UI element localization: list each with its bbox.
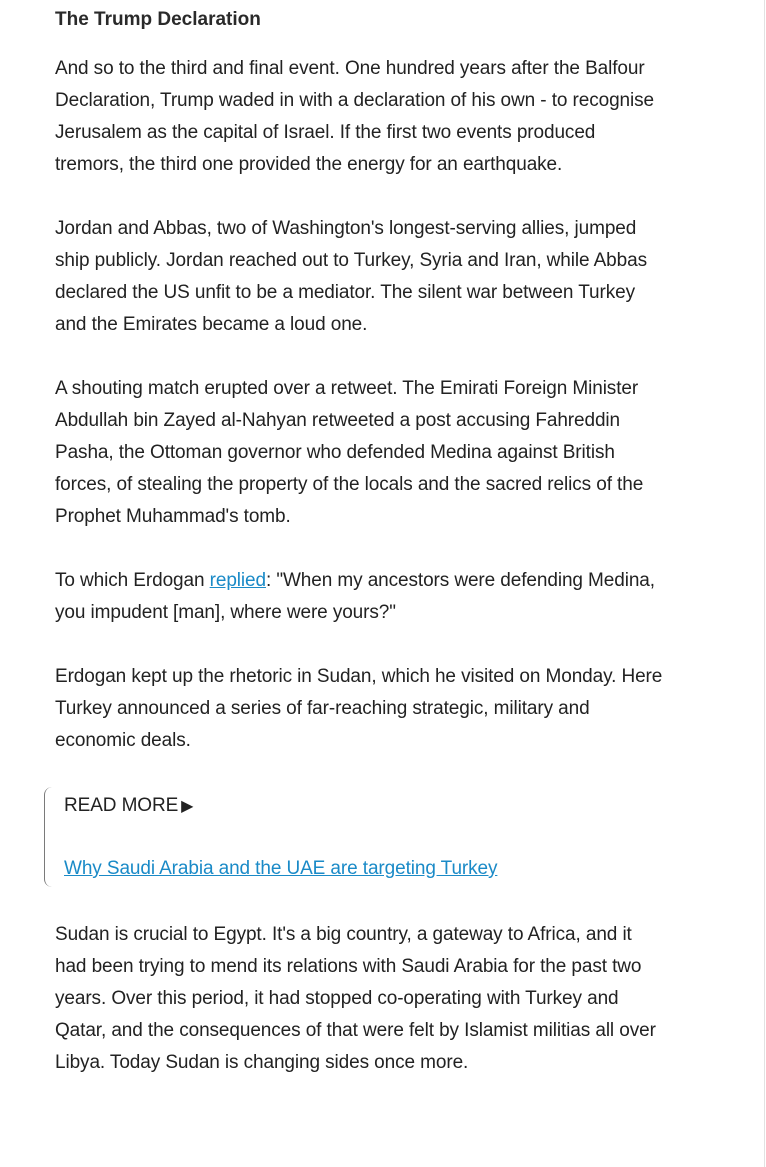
play-arrow-icon: ▶ xyxy=(181,798,194,815)
paragraph-sudan-visit: Erdogan kept up the rhetoric in Sudan, which he visited on Monday. Here Turkey announced a series of far-reaching strategic, military and economic deals. xyxy=(55,666,663,751)
replied-link[interactable]: replied xyxy=(209,570,266,591)
paragraph-balfour: And so to the third and final event. One hundred years after the Balfour Declaration, Trump waded in with a declaration of his own - to recognise Jerusalem as the capital of Israel. If the first two events produced tremors, the third one provided the energy for an earthquake. xyxy=(55,58,655,175)
paragraph-retweet: A shouting match erupted over a retweet. The Emirati Foreign Minister Abdullah bin Zayed al-Nahyan retweeted a post accusing Fahreddin Pasha, the Ottoman governor who defended Medina against British forces, of stealing the property of the locals and the sacred relics of the Prophet Muhammad's tomb. xyxy=(55,378,644,527)
read-more-label-row xyxy=(64,790,665,823)
read-more-label: READ MORE xyxy=(64,795,179,816)
paragraph-sudan-egypt: Sudan is crucial to Egypt. It's a big country, a gateway to Africa, and it had been trying to mend its relations with Saudi Arabia for the past two years. Over this period, it had stopped co-operating with Turkey and Qatar, and the consequences of that were felt by Islamist militias all over Libya. Today Sudan is changing sides once more. xyxy=(55,924,656,1073)
paragraph-erdogan-reply xyxy=(55,565,665,629)
paragraph-text: : "When my ancestors were defending Medina, you impudent [man], where were yours?" xyxy=(55,570,655,623)
page-edge-divider xyxy=(764,0,765,1167)
read-more-box xyxy=(44,787,665,887)
article-body xyxy=(55,6,665,1111)
related-article-link[interactable]: Why Saudi Arabia and the UAE are targeting Turkey xyxy=(64,858,498,879)
section-heading: The Trump Declaration xyxy=(55,9,261,30)
read-more-link-row xyxy=(64,853,665,885)
paragraph-text: To which Erdogan xyxy=(55,570,210,591)
paragraph-jordan-abbas: Jordan and Abbas, two of Washington's longest-serving allies, jumped ship publicly. Jordan reached out to Turkey, Syria and Iran, while Abbas declared the US unfit to be a mediator. The silent war between Turkey and the Emirates became a loud one. xyxy=(55,218,647,335)
